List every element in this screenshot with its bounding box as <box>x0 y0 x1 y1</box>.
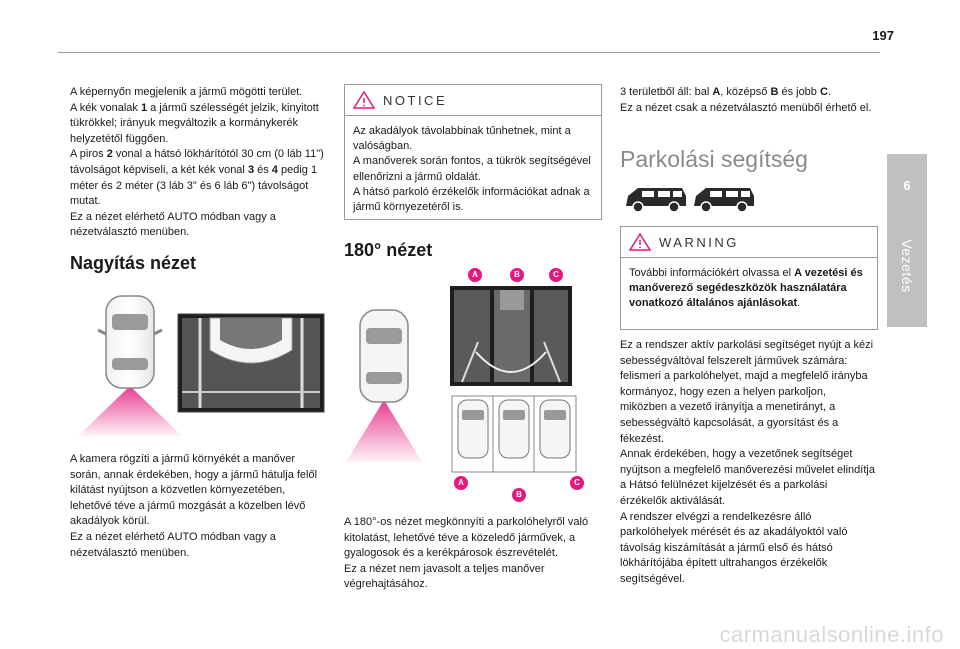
warning-title: WARNING <box>659 235 739 250</box>
text: További információkért olvassa el <box>629 267 795 279</box>
ref-letter: A <box>712 86 721 98</box>
text: pedig 1 méter és 2 méter (3 láb 3" és 6 láb 6") távolságot mutat. <box>70 163 318 208</box>
ref-number: 2 <box>106 148 113 161</box>
text: a jármű szélességét jelzik, kinyitott tükrökkel; irányuk megváltozik a kormánykerék helyzetétől függően. <box>70 101 319 145</box>
col1-paragraph-2 <box>70 452 328 561</box>
text: Ez a nézet elérhető AUTO módban vagy a nézetválasztó menüben. <box>70 210 276 239</box>
text: A hátsó parkoló érzékelők információkat adnak a jármű környezetéről is. <box>353 185 590 214</box>
ref-letter: B <box>770 86 779 98</box>
ref-number: 1 <box>140 101 148 114</box>
text: és <box>254 163 272 176</box>
chapter-number: 6 <box>903 178 911 193</box>
warning-box <box>620 226 878 330</box>
ref-number: 3 <box>247 163 255 176</box>
van-icon-1 <box>626 188 686 212</box>
notice-header <box>345 85 601 116</box>
badge-c-bottom: C <box>570 476 584 490</box>
heading-180-view: 180° nézet <box>344 240 433 260</box>
text: Az akadályok távolabbinak tűnhetnek, mint a valóságban. <box>353 125 571 153</box>
text: Ez a rendszer aktív parkolási segítséget nyújt a kézi sebességváltóval felszerelt járművek számára: felismeri a parkolóhelyet, majd a megfelelő irányba kormányoz, hogy ezen a helyen parkoljon, miközben a vezető irányítja a menetirányt, a sebességváltó kapcsolását, a gyorsítást és a fékezést. <box>620 339 874 445</box>
page-number: 197 <box>872 28 894 43</box>
notice-body <box>345 116 601 223</box>
view-180-illustration <box>344 262 600 506</box>
chapter-label: Vezetés <box>899 239 915 293</box>
text: A 180°-os nézet megkönnyíti a parkolóhelyről való kitolatást, lehetővé téve a közeledő járművek, a gyalogosok és a kerékpárosok észrevételét. <box>344 516 589 560</box>
warning-body <box>621 258 877 320</box>
badge-b-top: B <box>510 268 524 282</box>
col3-paragraph-2 <box>620 338 876 588</box>
notice-box <box>344 84 602 220</box>
header-rule <box>58 52 880 53</box>
ref-letter: C <box>819 86 828 98</box>
badge-a-bottom: A <box>454 476 468 490</box>
text: A képernyőn megjelenik a jármű mögötti terület. <box>70 86 303 98</box>
parked-cars <box>452 396 576 472</box>
col1-paragraph-1 <box>70 85 328 241</box>
vehicle-icons <box>622 184 758 214</box>
text: . <box>827 86 831 98</box>
text: , középső <box>720 86 771 98</box>
badge-b-bottom: B <box>512 488 526 502</box>
text: vonal a hátsó lökhárítótól 30 cm (0 láb 11") távolságot képviseli, a két kék vonal <box>70 148 324 176</box>
zoom-view-illustration <box>70 288 328 440</box>
col2-paragraph-1 <box>344 515 600 593</box>
text: Ez a nézet csak a nézetválasztó menüből érhető el. <box>620 101 872 114</box>
text: A manőverek során fontos, a tükrök segítségével ellenőrizni a jármű oldalát. <box>353 155 591 183</box>
footer-watermark: carmanualsonline.info <box>719 622 944 647</box>
section-title-parking-assist: Parkolási segítség <box>620 146 808 172</box>
badge-c-top: C <box>549 268 563 282</box>
text: A piros <box>70 148 107 161</box>
warning-header <box>621 227 877 258</box>
text: . <box>797 297 801 310</box>
warning-triangle-icon <box>629 232 651 252</box>
text: A rendszer elvégzi a rendelkezésre álló parkolóhelyek mérését és az akadályoktól való távolság kiszámítását a jármű első és hátsó lökhárítójába épített ultrahangos érzékelők segítségével. <box>620 510 848 585</box>
badge-a-top: A <box>468 268 482 282</box>
text: Annak érdekében, hogy a vezetőnek segítséget nyújtson a megfelelő manőverezési művelet elindítja a Hátsó felülnézet kijelzését és a parkolási érzékelők aktiválását. <box>620 448 875 507</box>
reference-link[interactable]: A vezetési és manőverező segédeszközök használatára vonatkozó általános ajánlásokat <box>629 267 863 310</box>
col3-paragraph-1 <box>620 85 876 116</box>
text: A kék vonalak <box>70 101 141 114</box>
van-icon-2 <box>694 188 754 212</box>
text: A kamera rögzíti a jármű környékét a manőver során, annak érdekében, hogy a jármű hátulja felől kilátást nyújtson a közvetlen környezetében, lehetővé téve a jármű mozgását a közelben lévő akadályok körül. <box>70 453 318 528</box>
heading-zoom-view: Nagyítás nézet <box>70 253 197 273</box>
text: Ez a nézet elérhető AUTO módban vagy a nézetválasztó menüben. <box>70 530 276 559</box>
warning-triangle-icon <box>353 90 375 110</box>
ref-number: 4 <box>271 163 278 176</box>
text: 3 területből áll: bal <box>620 86 713 98</box>
notice-title: NOTICE <box>383 93 448 108</box>
text: Ez a nézet nem javasolt a teljes manőver végrehajtásához. <box>344 562 545 591</box>
text: és jobb <box>778 86 820 98</box>
